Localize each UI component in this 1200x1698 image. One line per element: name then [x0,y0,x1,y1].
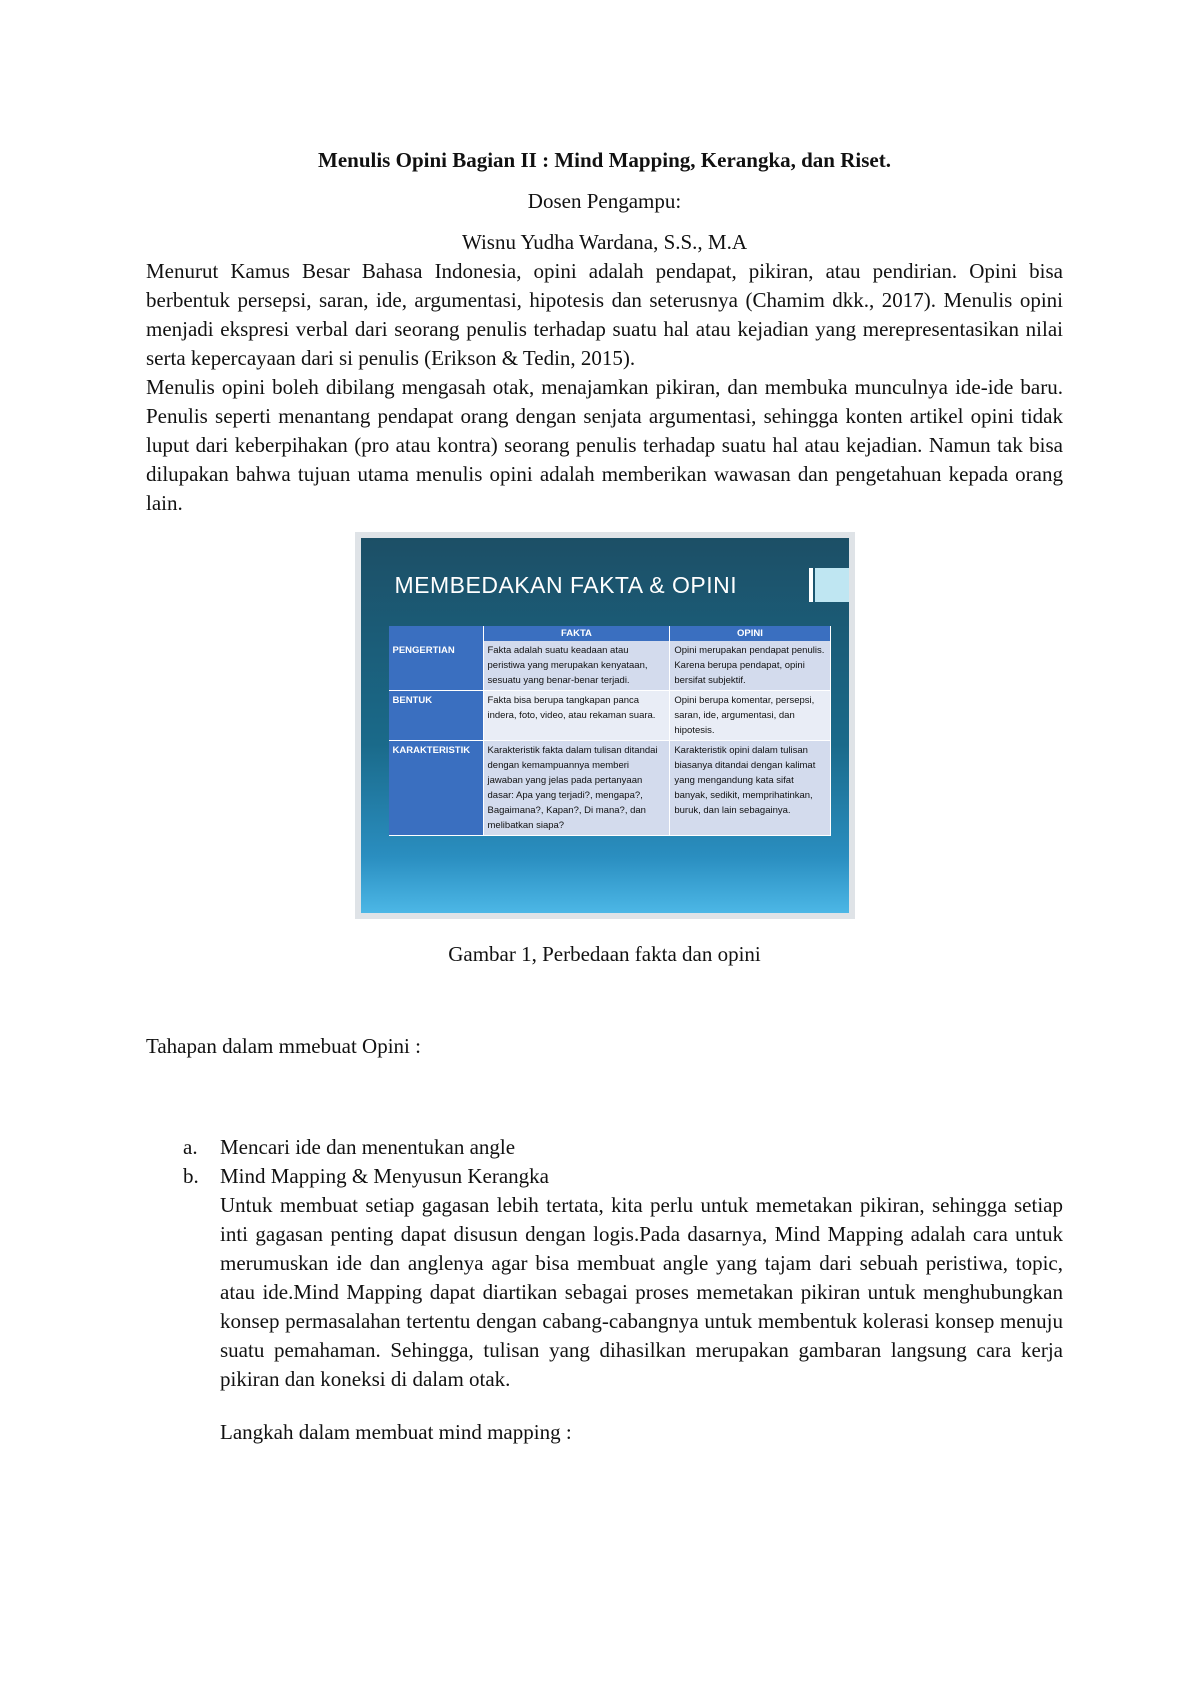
table-header-opini: OPINI [670,626,830,641]
comparison-table [389,626,831,836]
table-row [389,691,831,741]
table-row [389,741,831,836]
list-marker: a. [183,1135,198,1159]
paragraph-purpose: Menulis opini boleh dibilang mengasah otak, menajamkan pikiran, dan membuka munculnya ide-ide baru. Penulis seperti menantang pendapat orang dengan senjata argumentasi, sehingga konten artikel opini tidak luput dari keberpihakan (pro atau kontra) seorang penulis terhadap suatu hal atau kejadian. Namun tak bisa dilupakan bahwa tujuan utama menulis opini adalah memberikan wawasan dan pengetahuan kepada orang lain. [146,375,1063,515]
list-item-text: Mind Mapping & Menyusun Kerangka [220,1164,549,1188]
fakta-cell: Fakta adalah suatu keadaan atau peristiwa yang merupakan kenyataan, sesuatu yang benar-benar terjadi. [483,641,670,691]
document-title: Menulis Opini Bagian II : Mind Mapping, Kerangka, dan Riset. [318,148,891,172]
list-marker: b. [183,1164,199,1188]
slide-decoration-bar [809,568,813,602]
figure-image [355,532,855,919]
slide-fakta-opini [361,538,849,913]
table-header-row [389,626,831,641]
slide-decoration-box [815,568,849,602]
lecturer-label: Dosen Pengampu: [527,189,682,213]
list-item-text: Mencari ide dan menentukan angle [220,1135,516,1159]
list-item-detail: Untuk membuat setiap gagasan lebih tertata, kita perlu untuk memetakan pikiran, sehingga setiap inti gagasan penting dapat disusun dengan logis.Pada dasarnya, Mind Mapping adalah cara untuk merumuskan ide dan anglenya agar bisa membuat angle yang tajam dari sebuah peristiwa, topic, atau ide.Mind Mapping dapat diartikan sebagai proses memetakan pikiran untuk menghubungkan konsep permasalahan tertentu dengan cabang-cabangnya untuk membentuk kolerasi konsep menuju suatu pemahaman. Sehingga, tulisan yang dihasilkan merupakan gambaran langsung cara kerja pikiran dan koneksi di dalam otak. [220,1193,1063,1391]
list-item [146,1162,1063,1394]
figure-caption: Gambar 1, Perbedaan fakta dan opini [448,942,761,966]
mind-mapping-steps-heading: Langkah dalam membuat mind mapping : [220,1420,572,1444]
document-body [146,145,1063,1447]
steps-heading: Tahapan dalam mmebuat Opini : [146,1034,421,1058]
list-item [146,1133,1063,1162]
opini-cell: Opini berupa komentar, persepsi, saran, ide, argumentasi, dan hipotesis. [670,691,830,741]
paragraph-definition: Menurut Kamus Besar Bahasa Indonesia, opini adalah pendapat, pikiran, atau pendirian. Opini bisa berbentuk persepsi, saran, ide, argumentasi, hipotesis dan seterusnya (Chamim dkk., 2017). Menulis opini menjadi ekspresi verbal dari seorang penulis terhadap suatu hal atau kejadian yang merepresentasikan nilai serta kepercayaan dari si penulis (Erikson & Tedin, 2015). [146,259,1063,370]
fakta-cell: Fakta bisa berupa tangkapan panca indera, foto, video, atau rekaman suara. [483,691,670,741]
table-header-fakta: FAKTA [483,626,670,641]
opini-cell: Opini merupakan pendapat penulis. Karena berupa pendapat, opini bersifat subjektif. [670,641,830,691]
fakta-cell: Karakteristik fakta dalam tulisan ditandai dengan kemampuannya memberi jawaban yang jelas pada pertanyaan dasar: Apa yang terjadi?, mengapa?, Bagaimana?, Kapan?, Di mana?, dan melibatkan siapa? [483,741,670,836]
table-header-empty [389,626,484,641]
row-label: KARAKTERISTIK [389,741,484,836]
row-label: BENTUK [389,691,484,741]
row-label: PENGERTIAN [389,641,484,691]
table-row [389,641,831,691]
opini-cell: Karakteristik opini dalam tulisan biasanya ditandai dengan kalimat yang mengandung kata sifat banyak, sedikit, memprihatinkan, buruk, dan lain sebagainya. [670,741,830,836]
slide-title: MEMBEDAKAN FAKTA & OPINI [394,572,738,598]
steps-list [146,1133,1063,1394]
lecturer-name: Wisnu Yudha Wardana, S.S., M.A [461,230,748,254]
